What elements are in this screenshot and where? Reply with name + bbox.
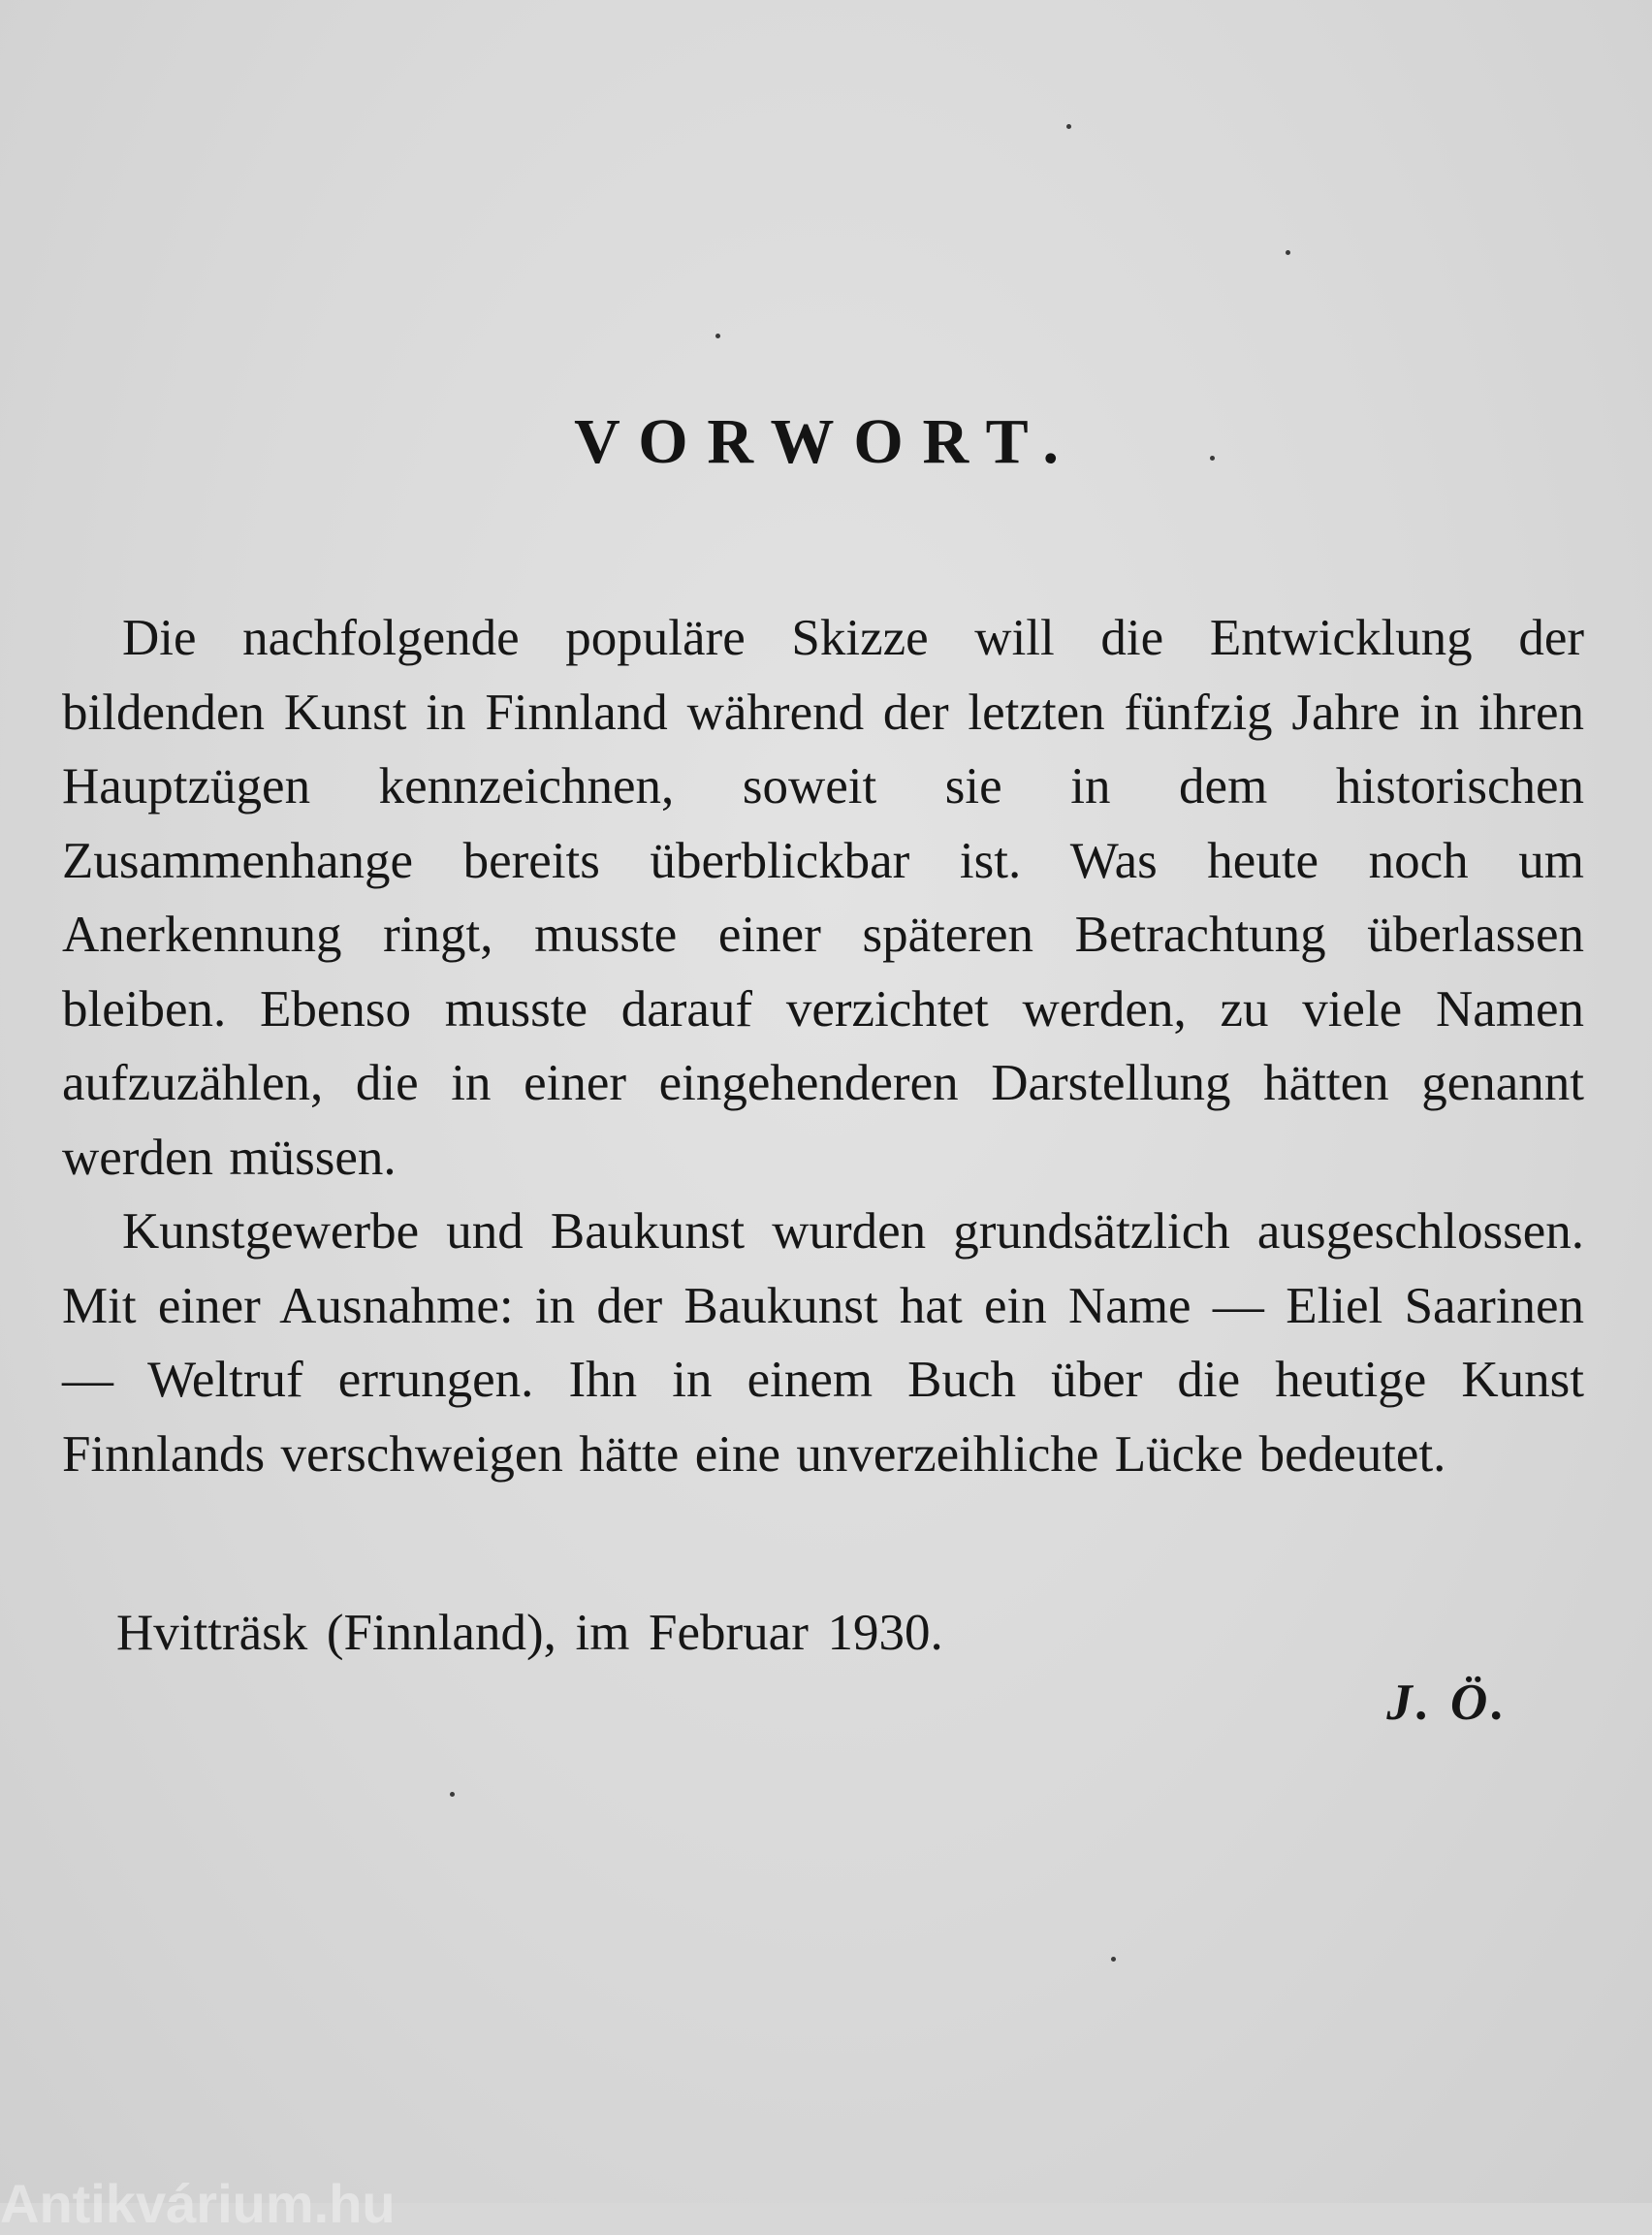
paper-speck [1066,124,1071,129]
preface-text [62,601,1584,1491]
paper-speck [1286,250,1290,255]
author-initials: J. Ö. [1386,1675,1509,1731]
watermark: Antikvárium.hu [0,2173,396,2234]
paper-speck [1111,1957,1116,1962]
paragraph-2: Kunstgewerbe und Baukunst wurden grundsätzlich ausgeschlossen. Mit einer Ausnahme: in der Baukunst hat ein Name — Eliel Saarinen — Weltruf errungen. Ihn in einem Buch über die heutige Kunst Finnlands verschweigen hätte eine unverzeihliche Lücke bedeutet. [62,1203,1584,1483]
page-title: VORWORT. [574,406,1078,477]
paper-speck [450,1792,455,1797]
place-date: Hvitträsk (Finnland), im Februar 1930. [116,1605,943,1661]
paragraph-1: Die nachfolgende populäre Skizze will die Entwicklung der bildenden Kunst in Finnland während der letzten fünfzig Jahre in ihren Hauptzügen kennzeichnen, soweit sie in dem historischen Zusammenhange bereits überblickbar ist. Was heute noch um Anerkennung ringt, musste einer späteren Betrachtung überlassen bleiben. Ebenso musste darauf verzichtet werden, zu viele Namen aufzuzählen, die in einer eingehenderen Darstellung hätten genannt werden müssen. [62,610,1584,1186]
paper-speck [715,334,720,338]
